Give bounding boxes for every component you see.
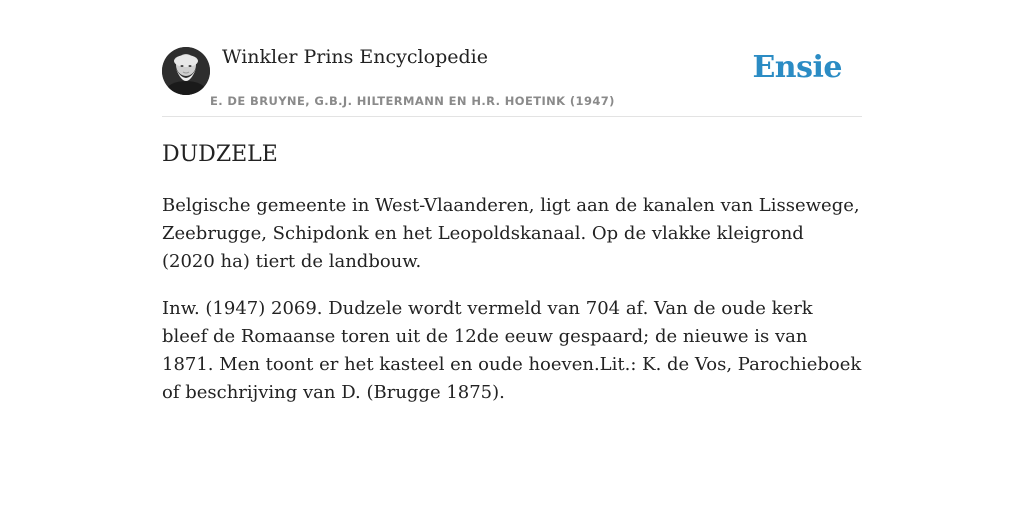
publication-title[interactable]: Winkler Prins Encyclopedie [222, 46, 488, 68]
ensie-logo-link[interactable]: Ensie [752, 50, 842, 85]
bearded-portrait-icon [162, 47, 210, 95]
publication-authors: E. DE BRUYNE, G.B.J. HILTERMANN EN H.R. HOETINK (1947) [210, 94, 615, 108]
entry-body [162, 192, 862, 426]
entry-paragraph: Inw. (1947) 2069. Dudzele wordt vermeld van 704 af. Van de oude kerk bleef de Romaanse toren uit de 12de eeuw gespaard; de nieuwe is van 1871. Men toont er het kasteel en oude hoeven.Lit.: K. de Vos, Parochieboek of beschrijving van D. (Brugge 1875). [162, 298, 862, 403]
page [162, 0, 862, 403]
author-avatar[interactable] [162, 47, 210, 95]
publication-header [162, 0, 862, 117]
entry-paragraph: Belgische gemeente in West-Vlaanderen, ligt aan de kanalen van Lissewege, Zeebrugge, Schipdonk en het Leopoldskanaal. Op de vlakke kleigrond (2020 ha) tiert de landbouw. [162, 195, 860, 272]
entry-title: DUDZELE [162, 142, 278, 167]
